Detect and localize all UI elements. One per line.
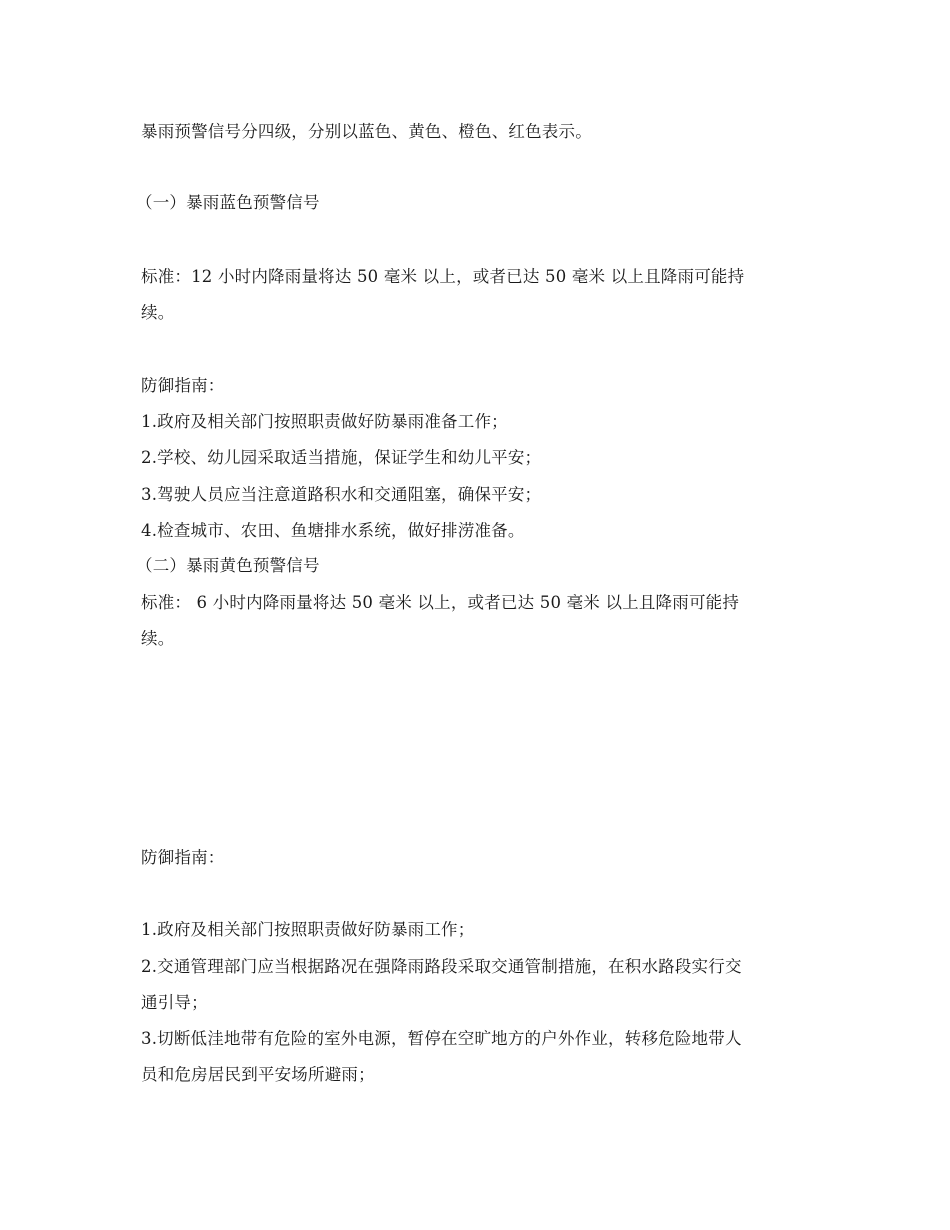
yellow-guide-line: 1.政府及相关部门按照职责做好防暴雨工作； — [141, 920, 475, 939]
yellow-guide-line: 员和危房居民到平安场所避雨； — [141, 1065, 375, 1084]
yellow-guide-line: 通引导； — [141, 993, 208, 1012]
yellow-guide-title: 防御指南： — [141, 848, 225, 867]
yellow-signal-heading: （二）暴雨黄色预警信号 — [136, 556, 320, 575]
blue-guide-item: 3.驾驶人员应当注意道路积水和交通阻塞，确保平安； — [141, 485, 542, 504]
blue-guide-item: 1.政府及相关部门按照职责做好防暴雨准备工作； — [141, 412, 508, 431]
yellow-standard-line-1: 标准： 6 小时内降雨量将达 50 毫米 以上，或者已达 50 毫米 以上且降雨可能持 — [141, 593, 740, 612]
intro-paragraph: 暴雨预警信号分四级，分别以蓝色、黄色、橙色、红色表示。 — [141, 122, 592, 141]
blue-standard-line-2: 续。 — [141, 303, 175, 322]
blue-signal-heading: （一）暴雨蓝色预警信号 — [136, 193, 320, 212]
yellow-guide-line: 3.切断低洼地带有危险的室外电源，暂停在空旷地方的户外作业，转移危险地带人 — [141, 1029, 742, 1048]
blue-guide-item: 4.检查城市、农田、鱼塘排水系统，做好排涝准备。 — [141, 521, 525, 540]
blue-guide-item: 2.学校、幼儿园采取适当措施，保证学生和幼儿平安； — [141, 448, 542, 467]
yellow-guide-line: 2.交通管理部门应当根据路况在强降雨路段采取交通管制措施，在积水路段实行交 — [141, 957, 742, 976]
blue-standard-line-1: 标准：12 小时内降雨量将达 50 毫米 以上，或者已达 50 毫米 以上且降雨可能持 — [141, 267, 745, 286]
yellow-standard-line-2: 续。 — [141, 629, 175, 648]
blue-guide-title: 防御指南： — [141, 376, 225, 395]
